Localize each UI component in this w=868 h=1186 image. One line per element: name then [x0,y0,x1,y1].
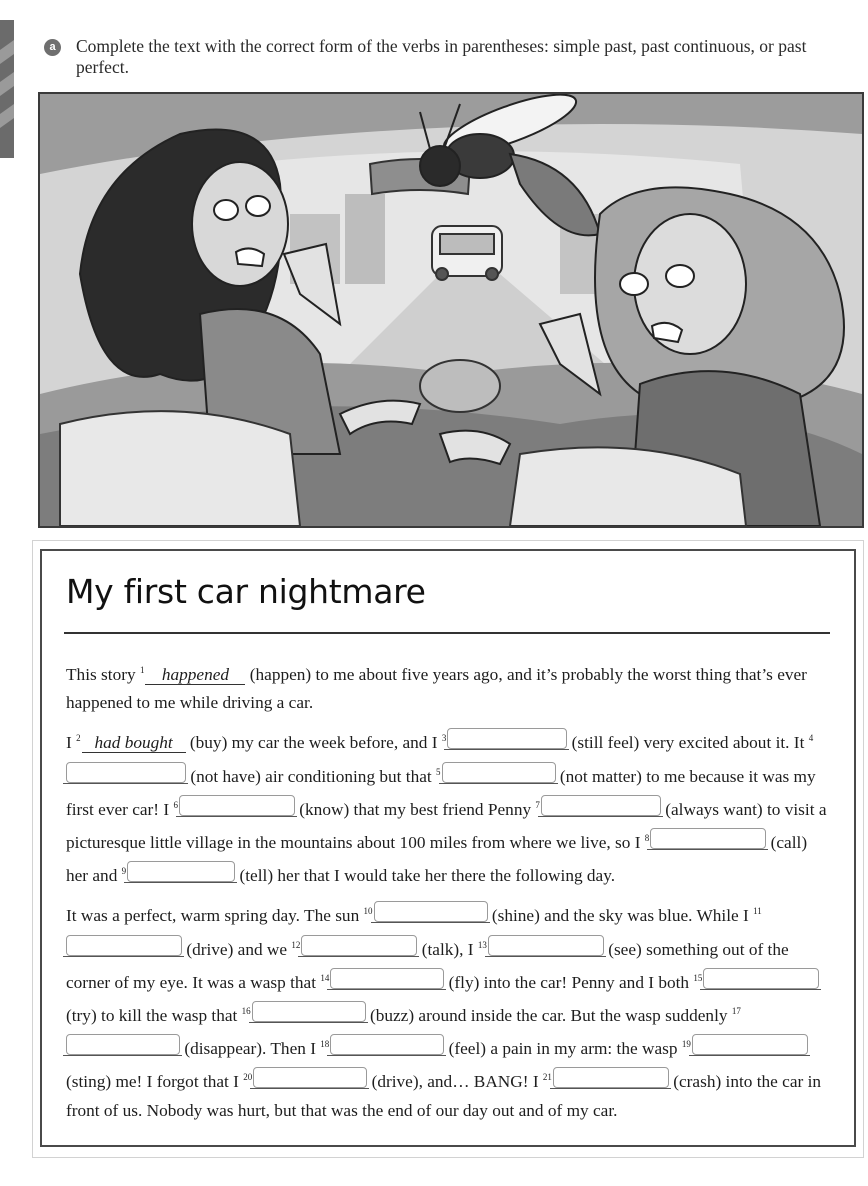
story-text-segment: (sting) me! I forgot that I [66,1072,244,1092]
story-text [66,656,832,1132]
story-text-segment: (always want) to visit a picturesque little village in the mountains about 100 miles from where we live, so I [66,799,827,853]
answer-input-17[interactable] [66,1034,180,1055]
story-text-segment: It was a perfect, warm spring day. The sun [66,906,364,926]
answer-input-19[interactable] [692,1034,808,1055]
story-text-segment: (not have) air conditioning but that [186,766,437,786]
answer-input-6[interactable] [179,795,295,816]
story-text-segment: (try) to kill the wasp that [66,1006,242,1026]
gap-number: 7 [535,799,540,810]
gap-number: 4 [808,733,814,744]
gap-number: 17 [731,1006,741,1017]
story-text-segment: (shine) and the sky was blue. While I [487,906,754,926]
gap-number: 11 [753,906,762,917]
story-text-segment: (see) something out of the corner of my eye. It was a wasp that [66,939,789,992]
car-wasp-illustration [38,92,864,528]
gap-number: 21 [542,1072,552,1083]
gap-number: 16 [241,1006,251,1017]
answer-input-3[interactable] [447,728,567,749]
story-text-segment: (drive) and we [182,939,292,959]
answer-1: happened [145,666,245,685]
story-text-segment: This story [66,665,140,684]
story-text-segment: (drive), and… BANG! I [367,1072,543,1092]
story-text-segment: (disappear). Then I [180,1039,321,1059]
gap-number: 18 [320,1039,330,1050]
answer-input-7[interactable] [541,795,661,816]
gap-number: 10 [363,906,373,917]
answer-input-12[interactable] [301,935,417,956]
answer-input-20[interactable] [253,1067,367,1088]
answer-input-8[interactable] [650,828,766,849]
gap-number: 19 [681,1039,691,1050]
story-text-segment: (still feel) very excited about it. It [567,733,809,753]
story-text-segment: (talk), I [417,939,478,959]
answer-input-16[interactable] [252,1001,366,1022]
story-text-segment: (happen) to me about five years ago, and it’s probably the worst thing that’s ever happened to me while driving a car. [66,665,807,713]
answer-input-21[interactable] [553,1067,669,1088]
story-text-segment: (call) her and [66,833,808,886]
story-paragraph-2 [66,724,832,890]
gap-number: 14 [320,972,330,983]
answer-input-18[interactable] [330,1034,444,1055]
gap-number: 8 [644,833,650,844]
answer-input-10[interactable] [374,901,488,922]
gap-number: 2 [76,733,81,744]
story-text-segment: (buzz) around inside the car. But the wasp suddenly [365,1006,732,1026]
story-text-segment: (tell) her that I would take her there the following day. [235,866,616,886]
title-divider [64,632,830,634]
story-text-segment: (fly) into the car! Penny and I both [444,972,694,992]
gap-number: 12 [291,939,301,950]
gap-number: 3 [441,733,447,744]
page-edge-tab [0,20,14,158]
story-text-segment: (buy) my car the week before, and I [185,733,442,753]
story-text-segment: (know) that my best friend Penny [294,799,536,819]
instruction-text: Complete the text with the correct form of the verbs in parentheses: simple past, past continuous, or past perfect. [76,36,807,77]
gap-number: 20 [243,1072,253,1083]
story-paragraph-1 [66,656,832,717]
gap-number: 15 [693,972,703,983]
answer-input-15[interactable] [703,968,819,989]
exercise-instruction [44,36,834,78]
gap-number: 6 [173,799,178,810]
answer-2: had bought [82,734,186,753]
story-text-segment: (not matter) to me because it was my first ever car! I [66,766,816,819]
gap-number: 5 [436,766,441,777]
answer-input-9[interactable] [127,861,235,882]
story-text-segment: (feel) a pain in my arm: the wasp [444,1039,682,1059]
answer-input-14[interactable] [330,968,444,989]
answer-input-13[interactable] [488,935,604,956]
story-text-segment: (crash) into the car in front of us. Nobody was hurt, but that was the end of our day out and of my car. [66,1072,822,1120]
gap-number: 13 [477,939,487,950]
gap-number: 1 [139,665,145,675]
story-text-segment: I [66,733,77,753]
exercise-letter-badge: a [44,39,61,56]
answer-input-11[interactable] [66,935,182,956]
gap-number: 9 [121,866,127,877]
answer-input-4[interactable] [66,762,186,783]
answer-input-5[interactable] [442,762,556,783]
story-title: My first car nightmare [66,572,426,611]
story-paragraph-3 [66,897,832,1124]
